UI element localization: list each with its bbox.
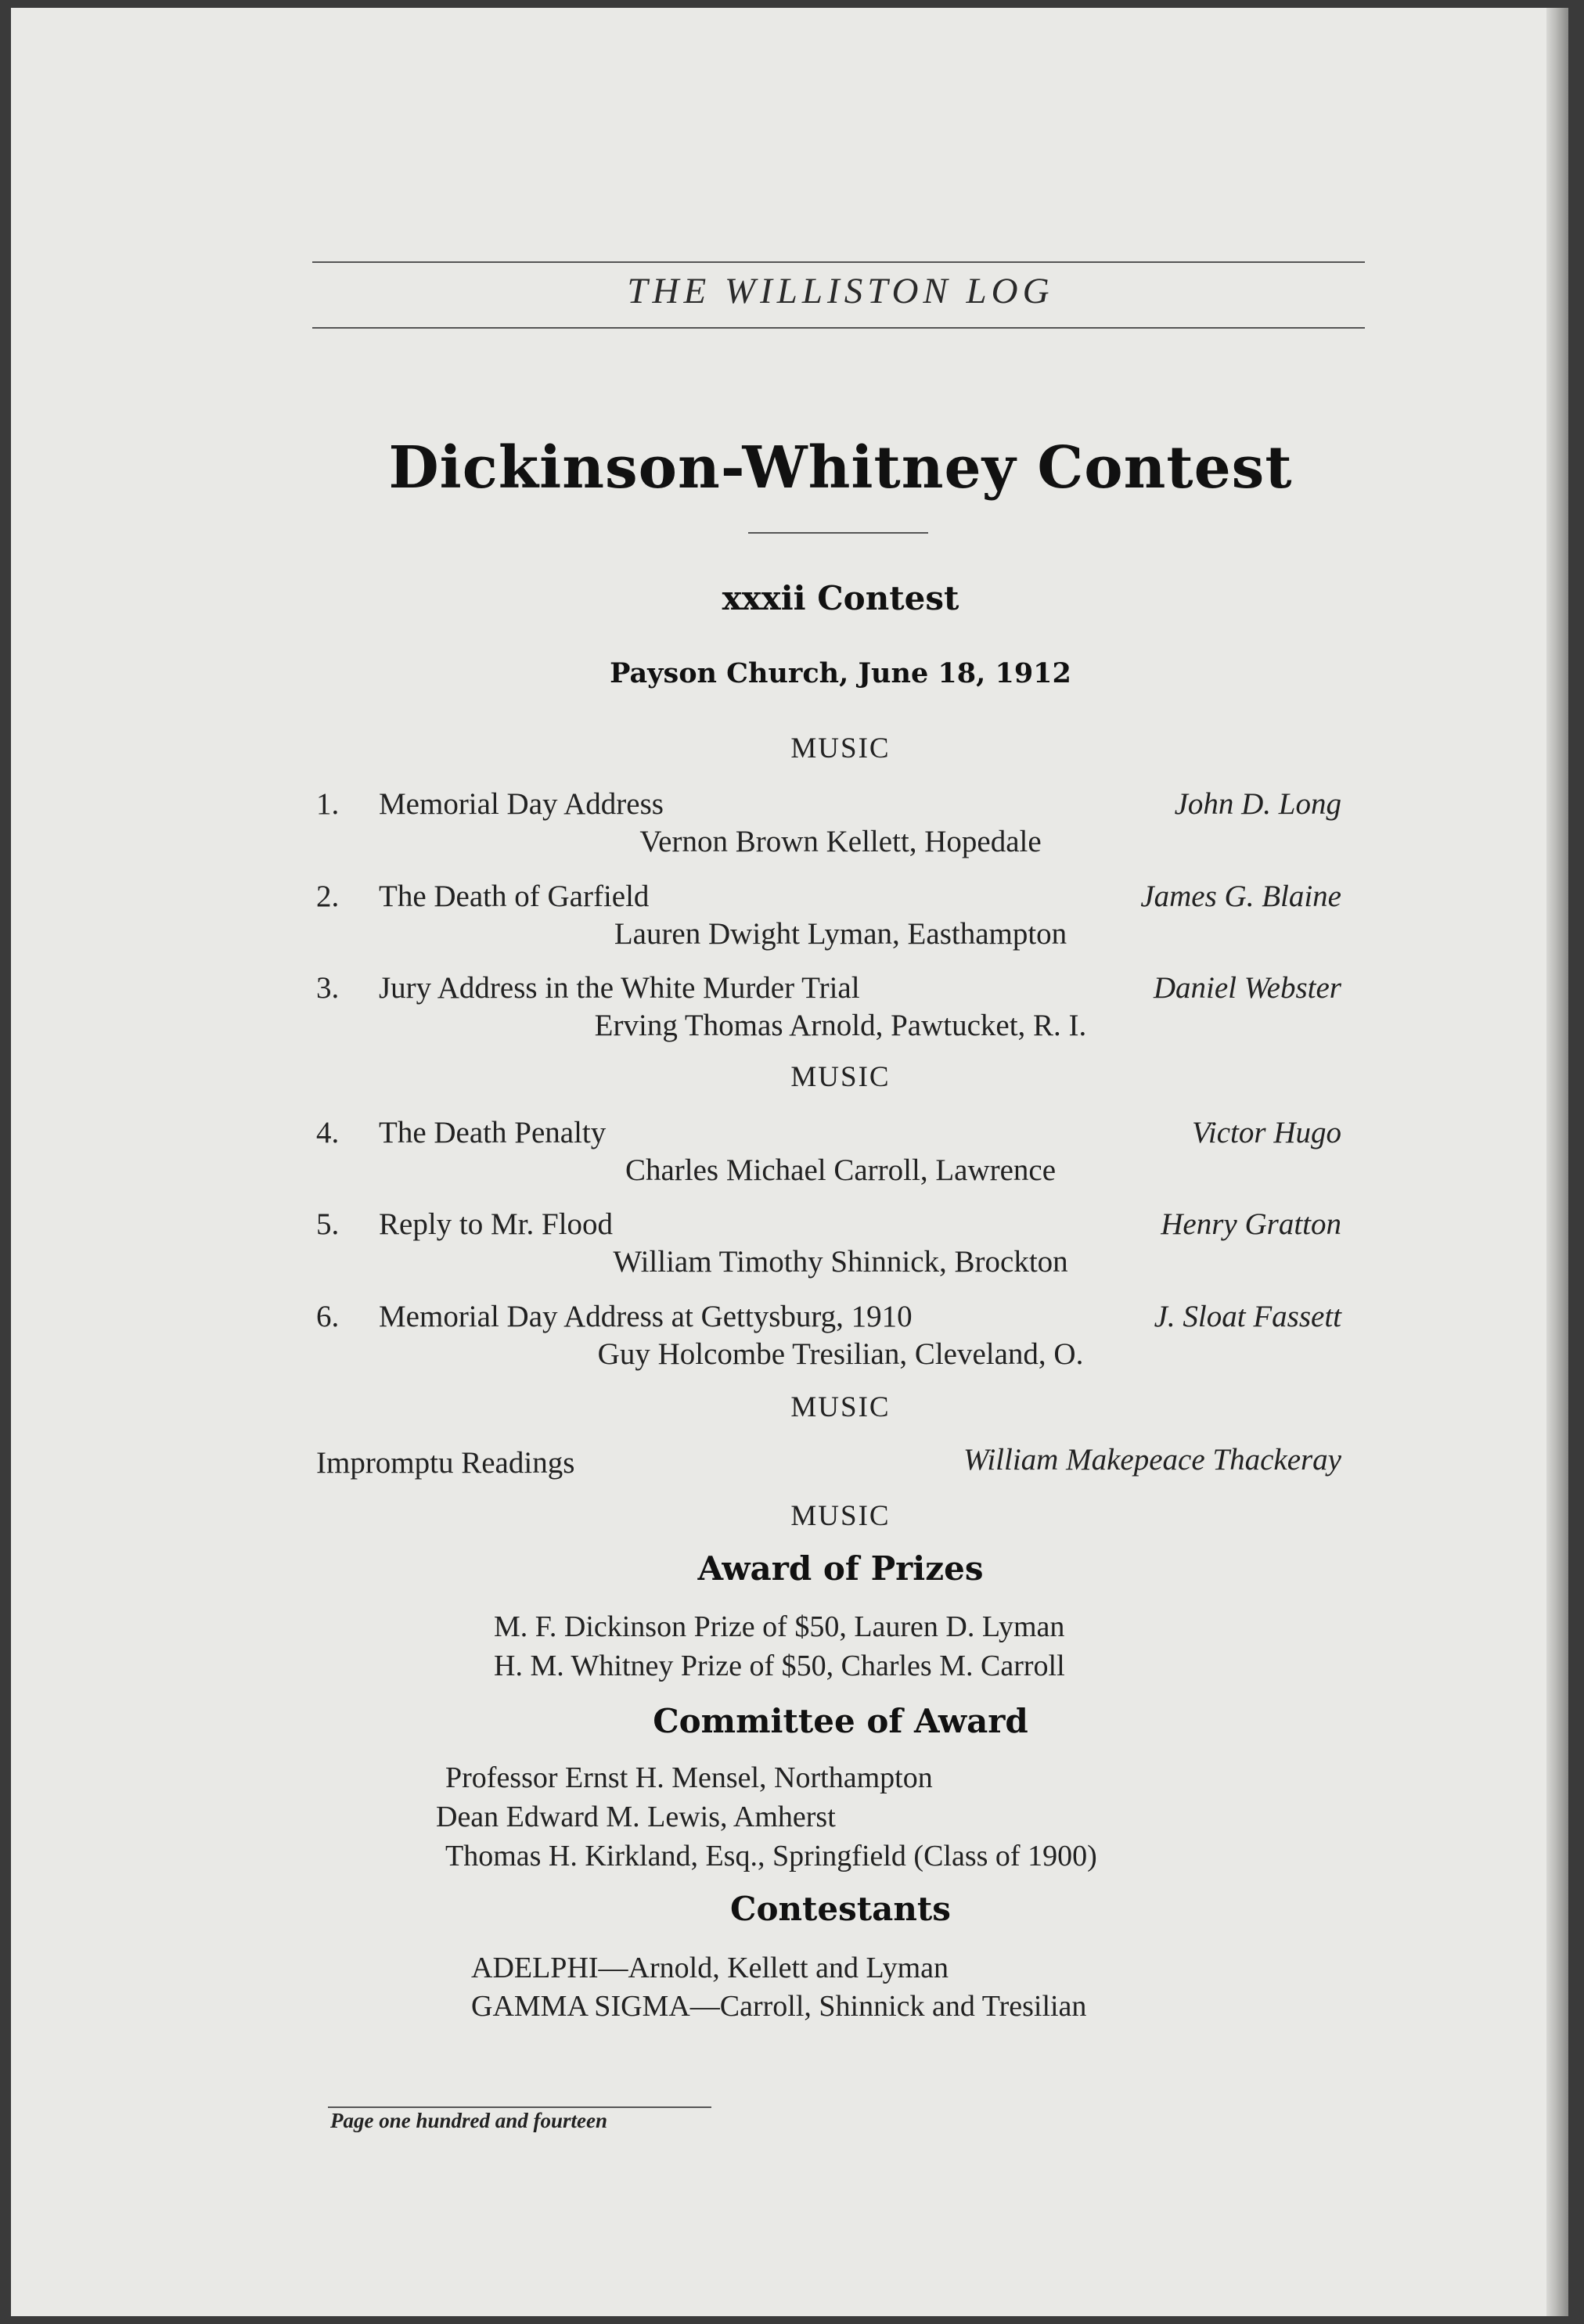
program-item-speaker: Vernon Brown Kellett, Hopedale bbox=[639, 825, 1042, 858]
program-item-number: 6. bbox=[316, 1300, 340, 1333]
program-item-title: Memorial Day Address at Gettysburg, 1910 bbox=[379, 1300, 913, 1333]
program-item-speaker: Lauren Dwight Lyman, Easthampton bbox=[614, 917, 1067, 951]
program-item-speaker: William Timothy Shinnick, Brockton bbox=[613, 1245, 1068, 1279]
contest-number: xxxii Contest bbox=[722, 579, 959, 617]
page-footer: Page one hundred and fourteen bbox=[330, 2109, 608, 2132]
music-label: MUSIC bbox=[790, 1061, 891, 1093]
program-item-number: 3. bbox=[316, 971, 340, 1005]
program-item-speaker: Guy Holcombe Tresilian, Cleveland, O. bbox=[597, 1337, 1084, 1371]
program-item-title: The Death of Garfield bbox=[379, 880, 650, 913]
program-item-title: Jury Address in the White Murder Trial bbox=[379, 971, 860, 1005]
impromptu-title: Impromptu Readings bbox=[316, 1446, 575, 1480]
committee-member: Professor Ernst H. Mensel, Northampton bbox=[445, 1761, 933, 1794]
program-item-author: Henry Gratton bbox=[1161, 1207, 1341, 1241]
award-line: M. F. Dickinson Prize of $50, Lauren D. Lyman bbox=[494, 1610, 1065, 1643]
header-rule-top bbox=[312, 261, 1365, 263]
program-item-number: 5. bbox=[316, 1207, 340, 1241]
committee-member: Thomas H. Kirkland, Esq., Springfield (Class of 1900) bbox=[445, 1840, 1097, 1873]
impromptu-author: William Makepeace Thackeray bbox=[963, 1443, 1341, 1477]
program-item-speaker: Erving Thomas Arnold, Pawtucket, R. I. bbox=[594, 1009, 1087, 1042]
program-item-title: Reply to Mr. Flood bbox=[379, 1207, 614, 1241]
program-item-number: 2. bbox=[316, 880, 340, 913]
program-item-title: Memorial Day Address bbox=[379, 787, 664, 821]
program-item-author: Victor Hugo bbox=[1191, 1116, 1341, 1149]
program-item-title: The Death Penalty bbox=[379, 1116, 607, 1149]
committee-member: Dean Edward M. Lewis, Amherst bbox=[436, 1801, 836, 1833]
running-header: THE WILLISTON LOG bbox=[627, 271, 1054, 311]
music-label: MUSIC bbox=[790, 1500, 891, 1532]
award-line: H. M. Whitney Prize of $50, Charles M. Carroll bbox=[494, 1649, 1065, 1682]
music-label: MUSIC bbox=[790, 1391, 891, 1423]
header-rule-bottom bbox=[312, 327, 1365, 329]
committee-heading: Committee of Award bbox=[653, 1702, 1028, 1740]
contest-venue-date: Payson Church, June 18, 1912 bbox=[610, 657, 1071, 689]
contestants-heading: Contestants bbox=[730, 1890, 951, 1928]
page-spine bbox=[1546, 8, 1568, 2316]
program-item-author: J. Sloat Fassett bbox=[1154, 1300, 1341, 1333]
program-item-speaker: Charles Michael Carroll, Lawrence bbox=[625, 1153, 1057, 1187]
footer-rule bbox=[328, 2106, 711, 2108]
program-item-number: 4. bbox=[316, 1116, 340, 1149]
awards-heading: Award of Prizes bbox=[697, 1549, 984, 1588]
program-item-number: 1. bbox=[316, 787, 340, 821]
page-title: Dickinson-Whitney Contest bbox=[388, 434, 1293, 502]
program-item-author: James G. Blaine bbox=[1140, 880, 1341, 913]
document-page bbox=[11, 8, 1568, 2316]
contestants-line: ADELPHI—Arnold, Kellett and Lyman bbox=[471, 1952, 949, 1984]
contestants-line: GAMMA SIGMA—Carroll, Shinnick and Tresilian bbox=[471, 1990, 1087, 2023]
music-label: MUSIC bbox=[790, 732, 891, 764]
title-rule bbox=[748, 532, 928, 534]
program-item-author: John D. Long bbox=[1174, 787, 1341, 821]
program-item-author: Daniel Webster bbox=[1153, 971, 1341, 1005]
